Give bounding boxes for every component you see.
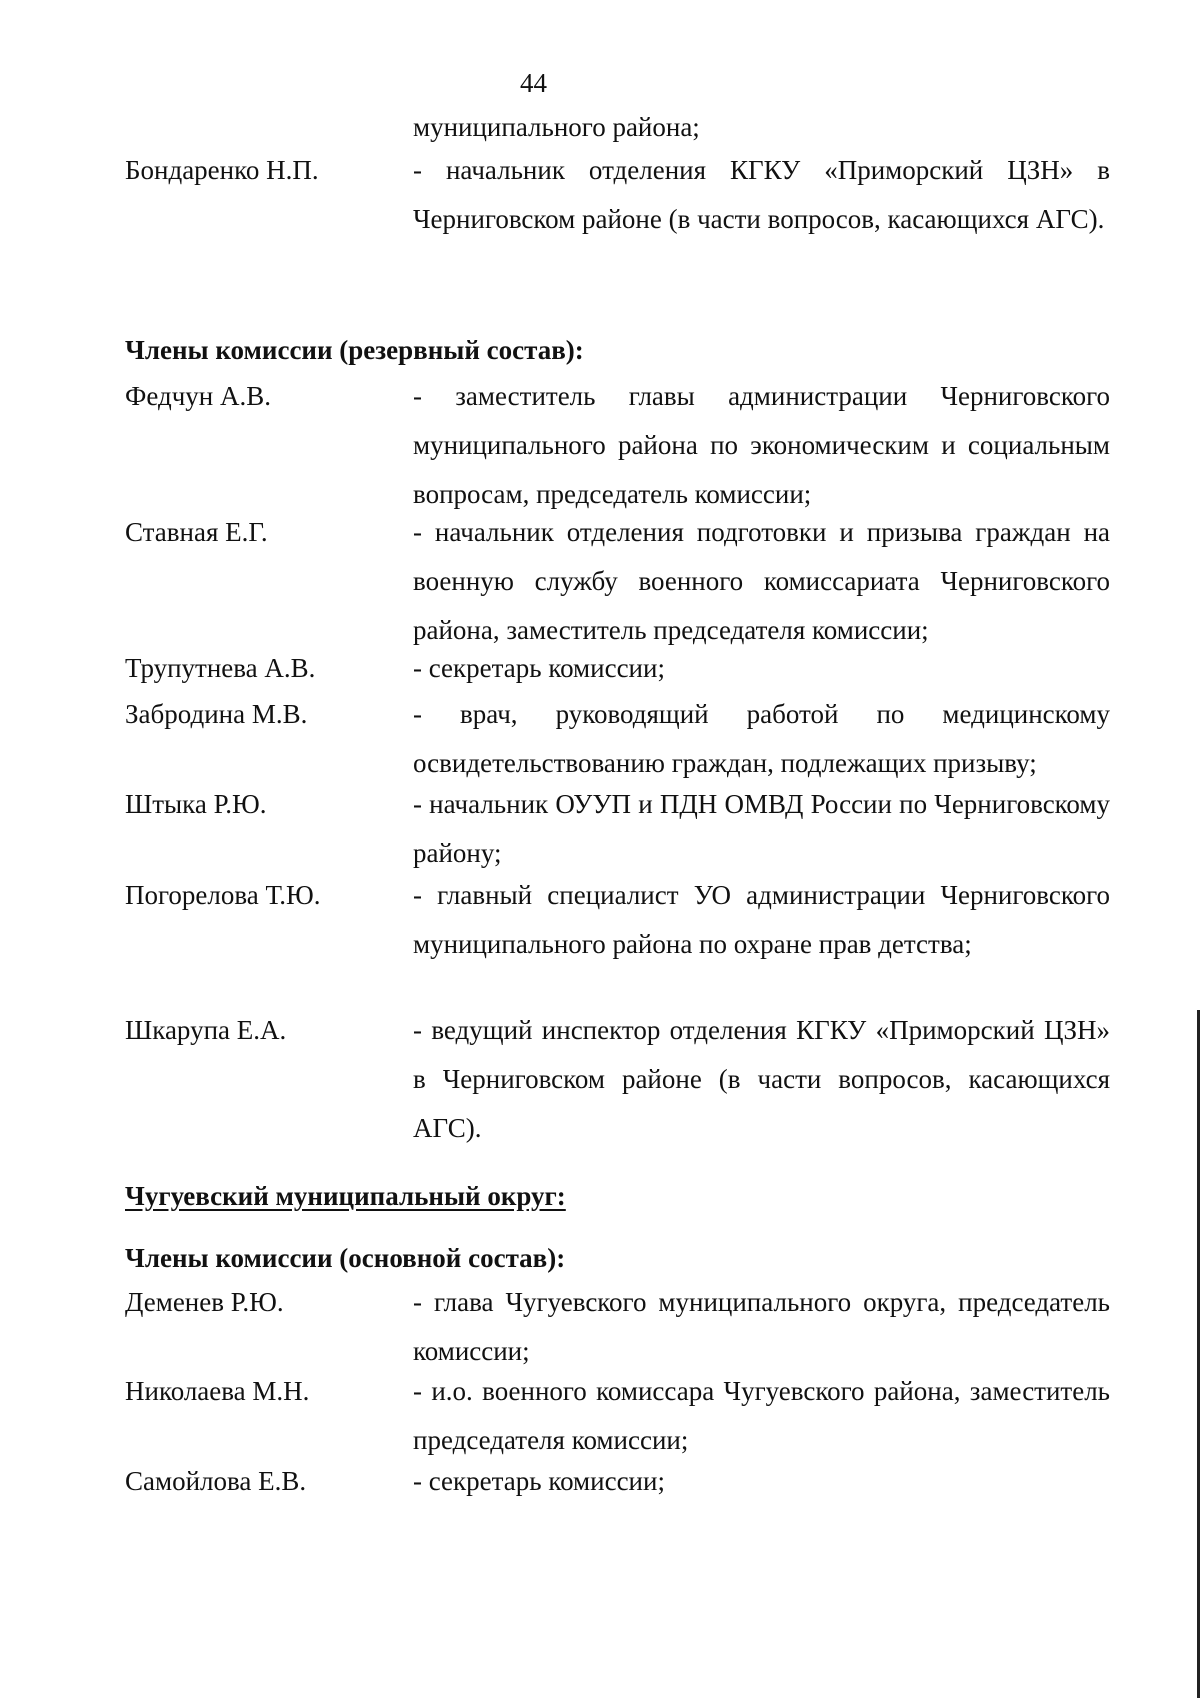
member-role: - секретарь комиссии; bbox=[413, 1466, 665, 1496]
member-name: Штыка Р.Ю. bbox=[125, 789, 267, 819]
main-section-heading: Члены комиссии (основной состав): bbox=[125, 1243, 566, 1273]
member-name: Николаева М.Н. bbox=[125, 1376, 310, 1406]
member-role: - начальник отделения подготовки и призыва граждан на военную службу военного комиссариата Черниговского района, заместитель председателя комиссии; bbox=[413, 517, 1110, 645]
member-role: - главный специалист УО администрации Черниговского муниципального района по охране прав детства; bbox=[413, 880, 1110, 959]
member-name: Бондаренко Н.П. bbox=[125, 155, 319, 185]
member-role: - начальник ОУУП и ПДН ОМВД России по Черниговскому району; bbox=[413, 789, 1110, 868]
member-name: Забродина М.В. bbox=[125, 699, 308, 729]
member-name: Трупутнева А.В. bbox=[125, 653, 316, 683]
continuation-text: муниципального района; bbox=[413, 112, 700, 142]
member-role: - врач, руководящий работой по медицинскому освидетельствованию граждан, подлежащих призыву; bbox=[413, 699, 1110, 778]
member-role: - глава Чугуевского муниципального округа, председатель комиссии; bbox=[413, 1287, 1110, 1366]
member-role: - заместитель главы администрации Черниговского муниципального района по экономическим и социальным вопросам, председатель комиссии; bbox=[413, 381, 1110, 509]
member-name: Ставная Е.Г. bbox=[125, 517, 268, 547]
member-role: - и.о. военного комиссара Чугуевского района, заместитель председателя комиссии; bbox=[413, 1376, 1110, 1455]
member-name: Погорелова Т.Ю. bbox=[125, 880, 321, 910]
member-role: - начальник отделения КГКУ «Приморский ЦЗН» в Черниговском районе (в части вопросов, касающихся АГС). bbox=[413, 155, 1110, 234]
member-name: Деменев Р.Ю. bbox=[125, 1287, 284, 1317]
member-name: Самойлова Е.В. bbox=[125, 1466, 307, 1496]
member-name: Шкарупа Е.А. bbox=[125, 1015, 287, 1045]
reserve-section-heading: Члены комиссии (резервный состав): bbox=[125, 335, 584, 365]
member-name: Федчун А.В. bbox=[125, 381, 271, 411]
district-heading: Чугуевский муниципальный округ: bbox=[125, 1181, 566, 1211]
page-number: 44 bbox=[520, 68, 547, 98]
member-role: - секретарь комиссии; bbox=[413, 653, 665, 683]
member-role: - ведущий инспектор отделения КГКУ «Приморский ЦЗН» в Черниговском районе (в части вопросов, касающихся АГС). bbox=[413, 1015, 1110, 1143]
